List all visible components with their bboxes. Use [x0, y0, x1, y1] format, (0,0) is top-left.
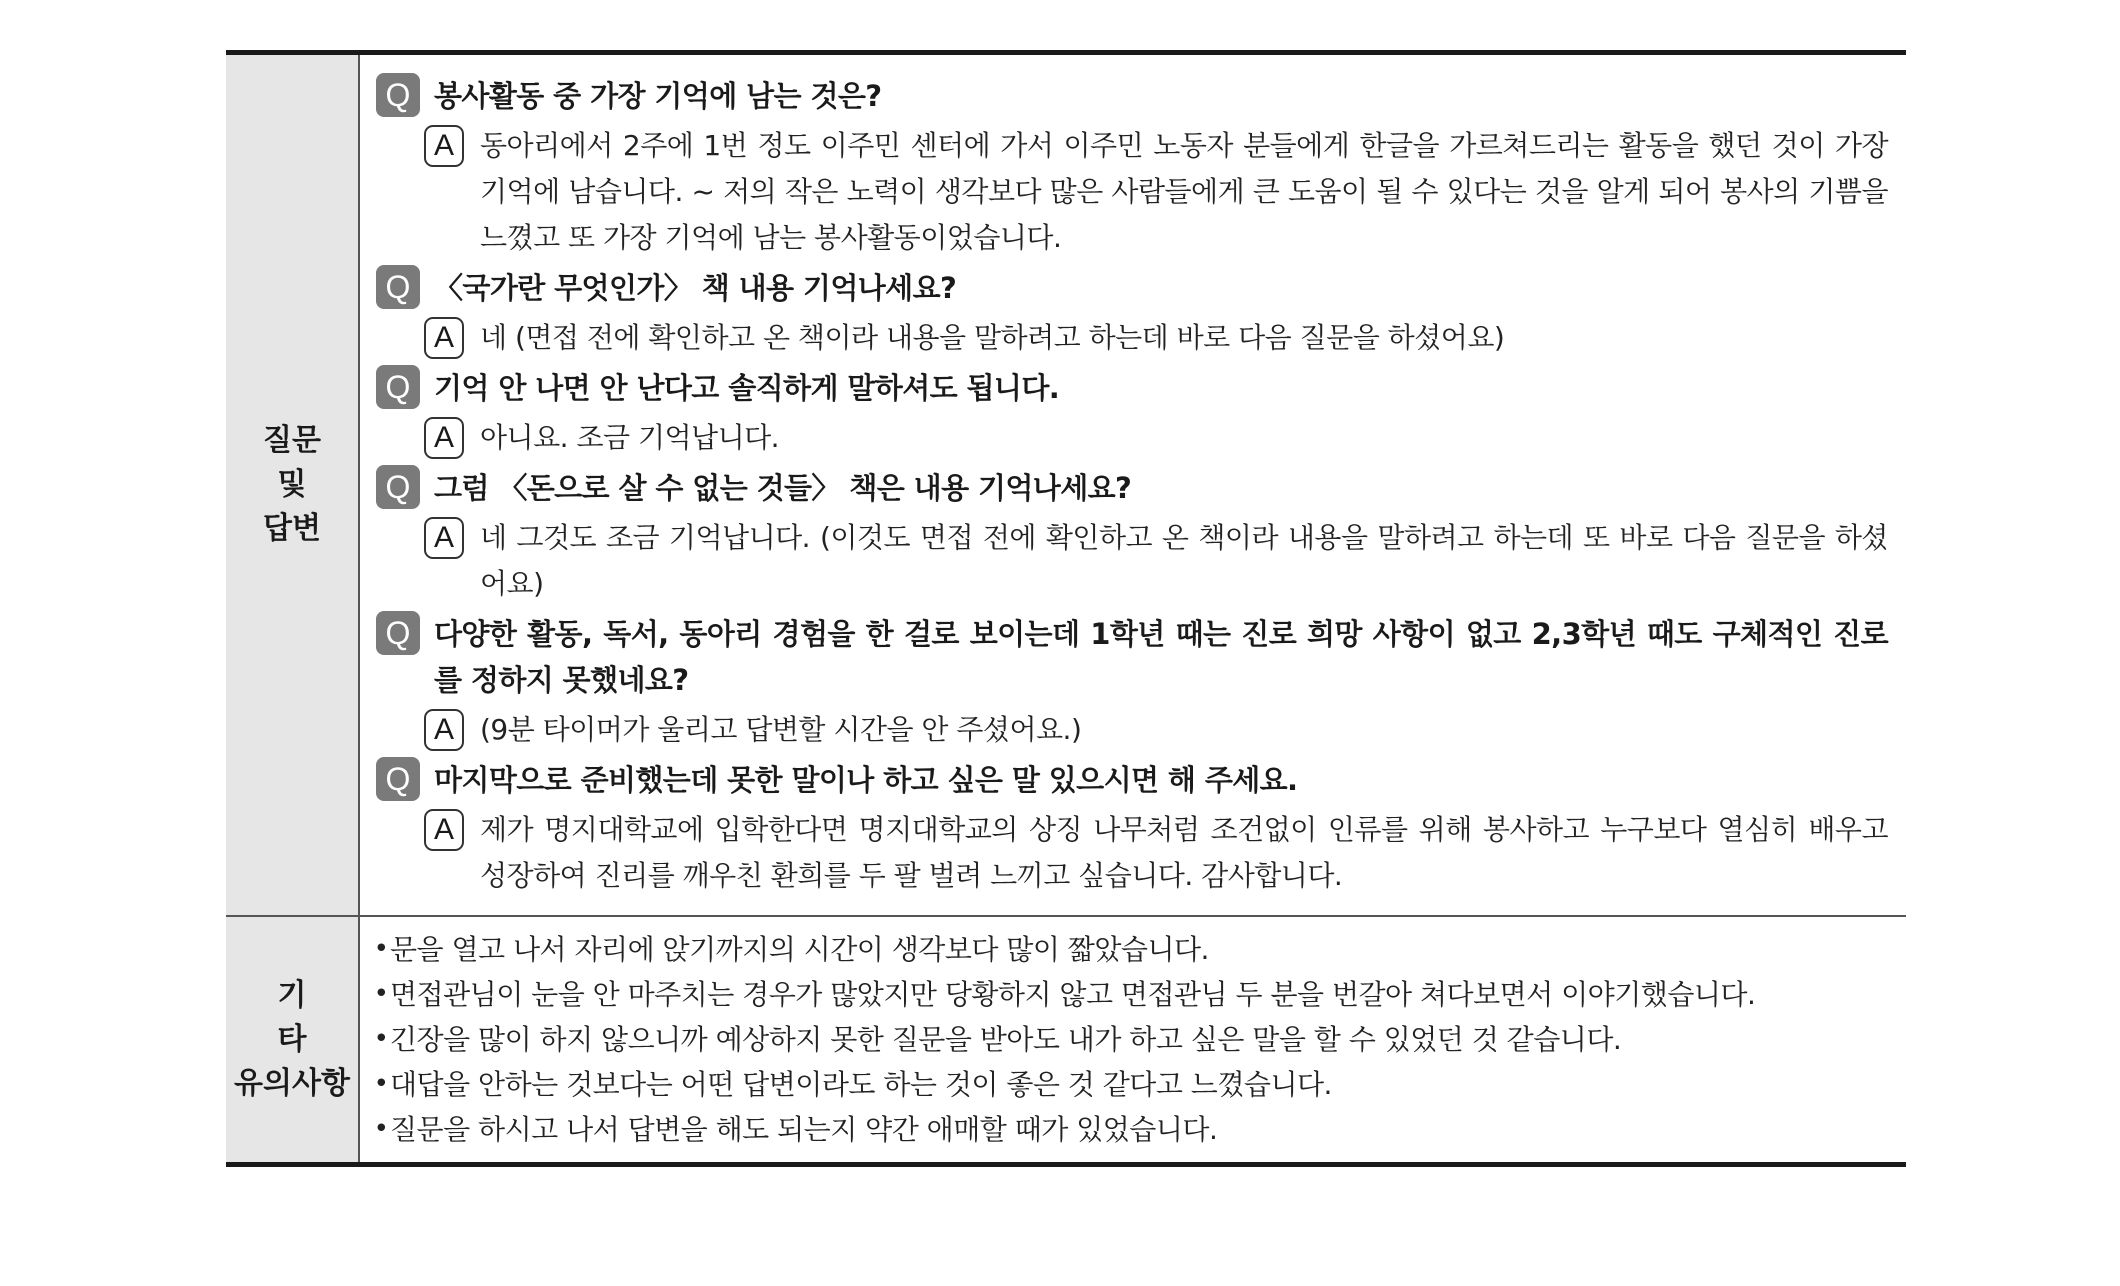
note-item [372, 927, 1888, 972]
notes-label-cell [226, 917, 360, 1162]
q-badge-icon: Q [376, 73, 420, 117]
notes-label [234, 974, 350, 1106]
notes-label-char: 기 [277, 977, 307, 1013]
question-text: 〈국가란 무엇인가〉 책 내용 기억나세요? [434, 271, 957, 305]
qa-item [376, 265, 1888, 361]
bullet-icon: • [373, 1114, 389, 1144]
note-text: 문을 열고 나서 자리에 앉기까지의 시간이 생각보다 많이 짧았습니다. [390, 933, 1209, 966]
note-item [372, 1017, 1888, 1062]
q-badge-icon: Q [376, 365, 420, 409]
qa-label [263, 419, 321, 551]
note-text: 대답을 안하는 것보다는 어떤 답변이라도 하는 것이 좋은 것 같다고 느꼈습니다. [390, 1068, 1332, 1101]
qa-item [376, 465, 1888, 607]
note-text: 면접관님이 눈을 안 마주치는 경우가 많았지만 당황하지 않고 면접관님 두 분을 번갈아 쳐다보면서 이야기했습니다. [390, 978, 1756, 1011]
question-line [376, 365, 1888, 411]
q-badge-icon: Q [376, 757, 420, 801]
answer-text: (9분 타이머가 울리고 답변할 시간을 안 주셨어요.) [480, 713, 1082, 746]
note-item [372, 1062, 1888, 1107]
answer-text: 아니요. 조금 기억납니다. [480, 421, 780, 454]
qa-label-line: 답변 [263, 511, 321, 546]
bullet-icon: • [373, 1069, 389, 1099]
qa-label-line: 및 [277, 467, 307, 502]
answer-line [424, 515, 1888, 607]
qa-item [376, 365, 1888, 461]
answer-line [424, 807, 1888, 899]
answer-line [424, 707, 1888, 753]
note-text: 긴장을 많이 하지 않으니까 예상하지 못한 질문을 받아도 내가 하고 싶은 말을 할 수 있었던 것 같습니다. [390, 1023, 1622, 1056]
answer-line [424, 415, 1888, 461]
a-badge-icon: A [424, 125, 464, 167]
answer-text: 동아리에서 2주에 1번 정도 이주민 센터에 가서 이주민 노동자 분들에게 한글을 가르쳐드리는 활동을 했던 것이 가장 기억에 남습니다. ~ 저의 작은 노력이 생각보다 많은 사람들에게 큰 도움이 될 수 있다는 것을 알게 되어 봉사의 기쁨을 느꼈고 또 가장 기억에 남는 봉사활동이었습니다. [480, 129, 1888, 254]
a-badge-icon: A [424, 317, 464, 359]
question-text: 봉사활동 중 가장 기억에 남는 것은? [434, 79, 882, 113]
qa-item [376, 73, 1888, 261]
a-badge-icon: A [424, 517, 464, 559]
question-line [376, 265, 1888, 311]
qa-item [376, 611, 1888, 753]
question-line [376, 73, 1888, 119]
qa-content-cell [360, 55, 1906, 915]
q-badge-icon: Q [376, 611, 420, 655]
a-badge-icon: A [424, 417, 464, 459]
qa-label-cell [226, 55, 360, 915]
bullet-icon: • [373, 934, 389, 964]
notes-label-line [249, 974, 335, 1062]
question-text: 마지막으로 준비했는데 못한 말이나 하고 싶은 말 있으시면 해 주세요. [434, 763, 1298, 797]
question-line [376, 757, 1888, 803]
answer-text: 네 그것도 조금 기억납니다. (이것도 면접 전에 확인하고 온 책이라 내용을 말하려고 하는데 또 바로 다음 질문을 하셨어요) [480, 521, 1888, 600]
interview-record-table [226, 50, 1906, 1167]
note-item [372, 1107, 1888, 1152]
a-badge-icon: A [424, 809, 464, 851]
notes-row [226, 915, 1906, 1162]
question-line [376, 611, 1888, 703]
answer-text: 제가 명지대학교에 입학한다면 명지대학교의 상징 나무처럼 조건없이 인류를 위해 봉사하고 누구보다 열심히 배우고 성장하여 진리를 깨우친 환희를 두 팔 벌려 느끼고 싶습니다. 감사합니다. [480, 813, 1888, 892]
note-item [372, 972, 1888, 1017]
note-text: 질문을 하시고 나서 답변을 해도 되는지 약간 애매할 때가 있었습니다. [390, 1113, 1218, 1146]
answer-line [424, 123, 1888, 261]
question-text: 그럼 〈돈으로 살 수 없는 것들〉 책은 내용 기억나세요? [434, 471, 1132, 505]
answer-text: 네 (면접 전에 확인하고 온 책이라 내용을 말하려고 하는데 바로 다음 질문을 하셨어요) [480, 321, 1505, 354]
question-line [376, 465, 1888, 511]
a-badge-icon: A [424, 709, 464, 751]
q-badge-icon: Q [376, 465, 420, 509]
q-badge-icon: Q [376, 265, 420, 309]
qa-row [226, 55, 1906, 915]
answer-line [424, 315, 1888, 361]
bullet-icon: • [373, 1024, 389, 1054]
qa-item [376, 757, 1888, 899]
notes-label-char: 타 [277, 1021, 307, 1057]
notes-label-line: 유의사항 [234, 1065, 350, 1101]
bullet-icon: • [373, 979, 389, 1009]
question-text: 다양한 활동, 독서, 동아리 경험을 한 걸로 보이는데 1학년 때는 진로 희망 사항이 없고 2,3학년 때도 구체적인 진로를 정하지 못했네요? [434, 617, 1888, 697]
notes-content-cell [360, 917, 1906, 1162]
qa-label-line: 질문 [263, 423, 321, 458]
question-text: 기억 안 나면 안 난다고 솔직하게 말하셔도 됩니다. [434, 371, 1060, 405]
